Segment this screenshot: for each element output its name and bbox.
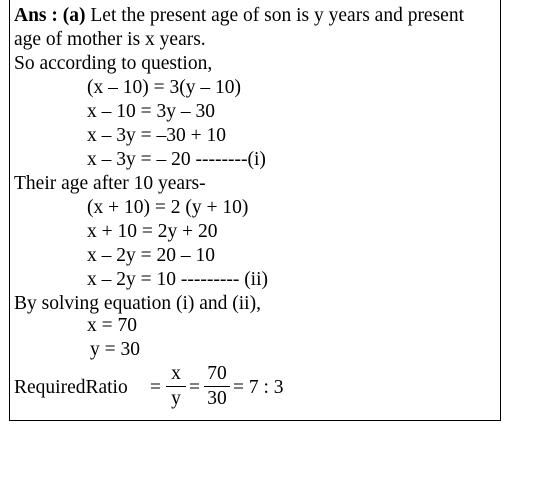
fraction-bar <box>166 386 186 387</box>
so-according-line: So according to question, <box>14 53 213 74</box>
answer-prefix: Ans : (a) <box>14 5 86 26</box>
intro-line-1 <box>14 4 464 28</box>
equation-1: (x – 10) = 3(y – 10) <box>87 77 241 98</box>
equation-2: x – 10 = 3y – 30 <box>87 101 215 122</box>
intro-text: Let the present age of son is y years and present <box>85 5 464 26</box>
fraction-70-over-30 <box>204 363 230 410</box>
solving-line: By solving equation (i) and (ii), <box>14 293 261 314</box>
equation-6: x – 2y = 20 – 10 <box>87 245 215 266</box>
after-10-years-line: Their age after 10 years- <box>14 173 206 194</box>
fraction-bar <box>204 386 230 387</box>
fraction-denominator: 30 <box>207 388 227 409</box>
fraction-numerator: x <box>171 363 181 384</box>
x-value: x = 70 <box>87 315 137 336</box>
equation-i: x – 3y = – 20 --------(i) <box>87 149 266 170</box>
ratio-label: RequiredRatio <box>14 377 128 398</box>
fraction-x-over-y <box>166 363 186 410</box>
fraction-denominator: y <box>171 388 181 409</box>
equation-3: x – 3y = –30 + 10 <box>87 125 226 146</box>
equation-4: (x + 10) = 2 (y + 10) <box>87 197 249 218</box>
equation-5: x + 10 = 2y + 20 <box>87 221 218 242</box>
fraction-numerator: 70 <box>207 363 227 384</box>
equation-ii: x – 2y = 10 --------- (ii) <box>87 269 269 290</box>
equals-sign-1: = <box>150 377 161 398</box>
intro-line-2: age of mother is x years. <box>14 29 206 50</box>
ratio-result: = 7 : 3 <box>233 377 284 398</box>
equals-sign-2: = <box>189 377 200 398</box>
y-value: y = 30 <box>90 339 140 360</box>
